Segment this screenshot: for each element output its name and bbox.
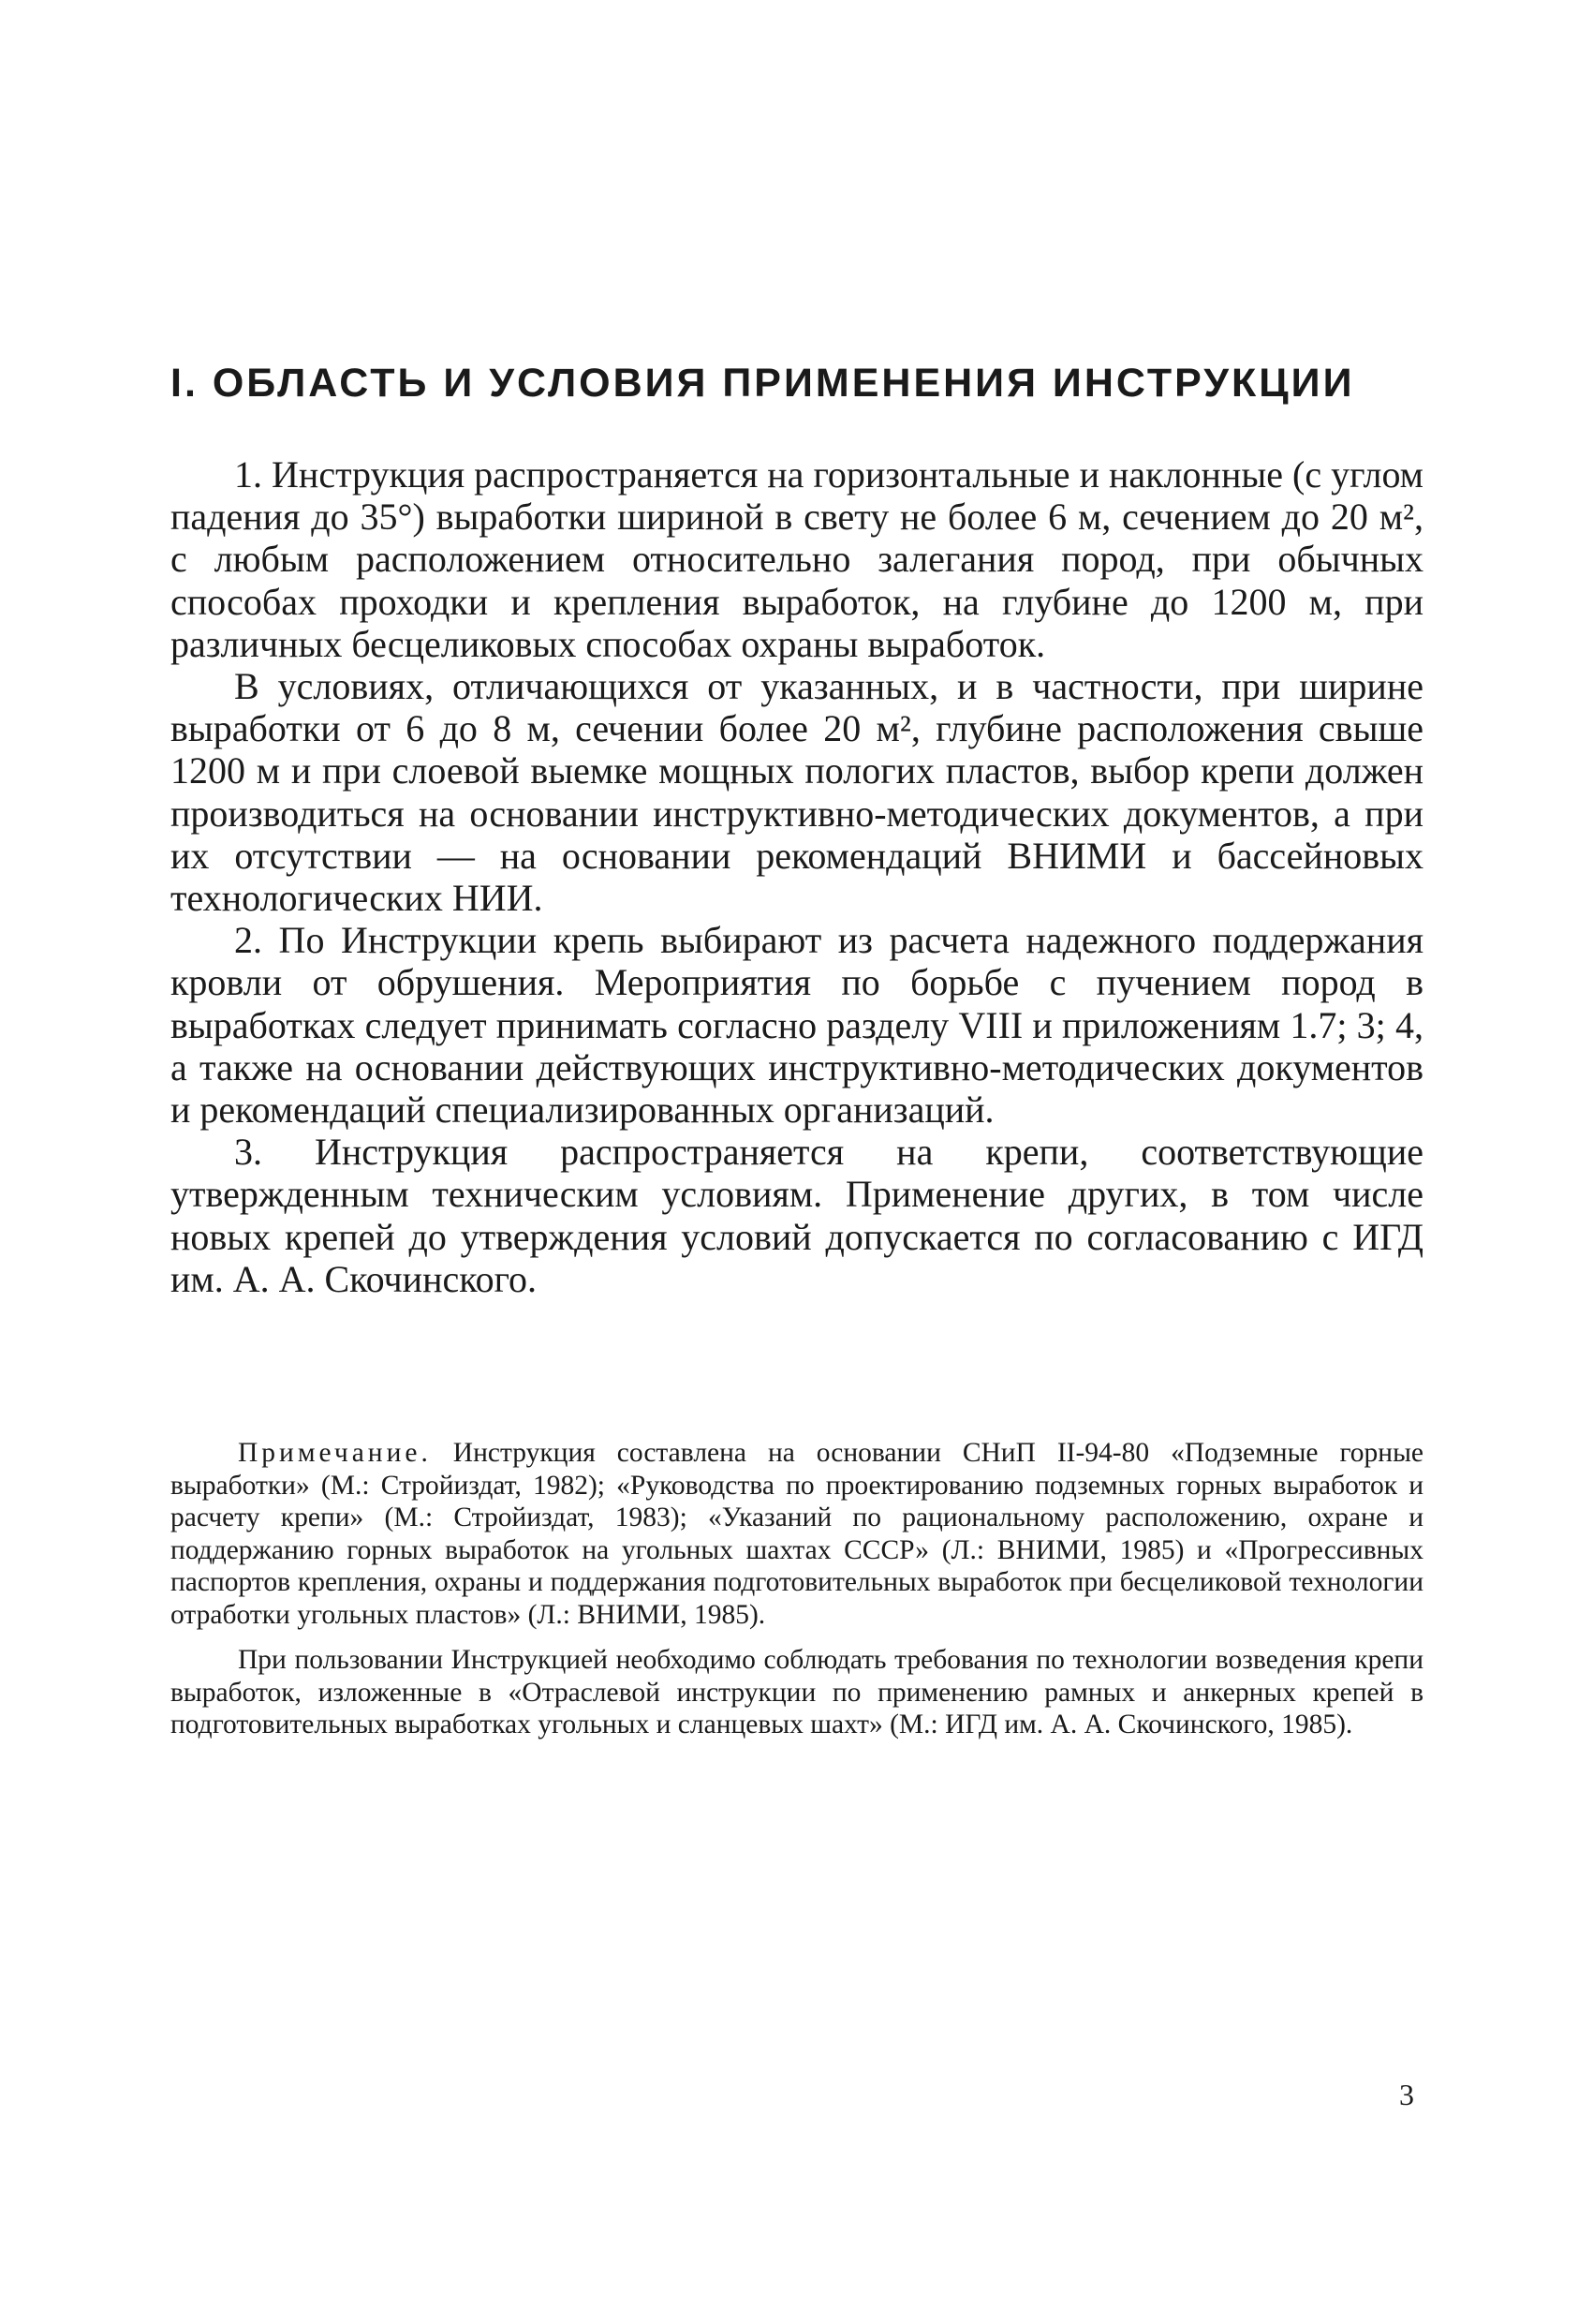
paragraph-1: 1. Инструкция распространяется на горизонтальные и наклонные (с углом падения до 35°) выработки шириной в свету не более 6 м, сечением до 20 м², с любым расположением относительно залегания пород, при обычных способах проходки и крепления выработок, на глубине до 1200 м, при различных бесцеликовых способах охраны выработок. (170, 453, 1423, 665)
note-text: Инструкция составлена на основании СНиП II-94-80 «Подземные горные выработки» (М.: Стройиздат, 1982); «Руководства по проектированию подземных горных выработок и расчету крепи» (М.: Стройиздат, 1983); «Указаний по рациональному расположению, охране и поддержанию горных выработок на угольных шахтах СССР» (Л.: ВНИМИ, 1985) и «Прогрессивных паспортов крепления, охраны и поддержания подготовительных выработок при бесцеликовой технологии отработки угольных пластов» (Л.: ВНИМИ, 1985). (170, 1438, 1424, 1630)
section-title: I. ОБЛАСТЬ И УСЛОВИЯ ПРИМЕНЕНИЯ ИНСТРУКЦИИ (170, 361, 1355, 406)
page-number: 3 (1399, 2078, 1414, 2111)
body-text (170, 453, 1423, 1300)
document-page (170, 0, 1423, 2324)
paragraph-2: 2. По Инструкции крепь выбирают из расчета надежного поддержания кровли от обрушения. Мероприятия по борьбе с пучением пород в выработках следует принимать согласно разделу VIII и приложениям 1.7; 3; 4, а также на основании действующих инструктивно-методических документов и рекомендаций специализированных организаций. (170, 919, 1423, 1132)
paragraph-3: 3. Инструкция распространяется на крепи, соответствующие утвержденным техническим условиям. Применение других, в том числе новых крепей до утверждения условий допускается по согласованию с ИГД им. А. А. Скочинского. (170, 1131, 1423, 1300)
note-label: Примечание. (238, 1438, 432, 1468)
paragraph-1-continued: В условиях, отличающихся от указанных, и в частности, при ширине выработки от 6 до 8 м, сечении более 20 м², глубине расположения свыше 1200 м и при слоевой выемке мощных пологих пластов, выбор крепи должен производиться на основании инструктивно-методических документов, а при их отсутствии — на основании рекомендаций ВНИМИ и бассейновых технологических НИИ. (170, 665, 1423, 920)
notes-block (170, 1437, 1423, 1741)
note-second-paragraph: При пользовании Инструкцией необходимо соблюдать требования по технологии возведения крепи выработок, изложенные в «Отраслевой инструкции по применению рамных и анкерных крепей в подготовительных выработках угольных и сланцевых шахт» (М.: ИГД им. А. А. Скочинского, 1985). (170, 1645, 1423, 1739)
note-paragraph (170, 1437, 1423, 1631)
